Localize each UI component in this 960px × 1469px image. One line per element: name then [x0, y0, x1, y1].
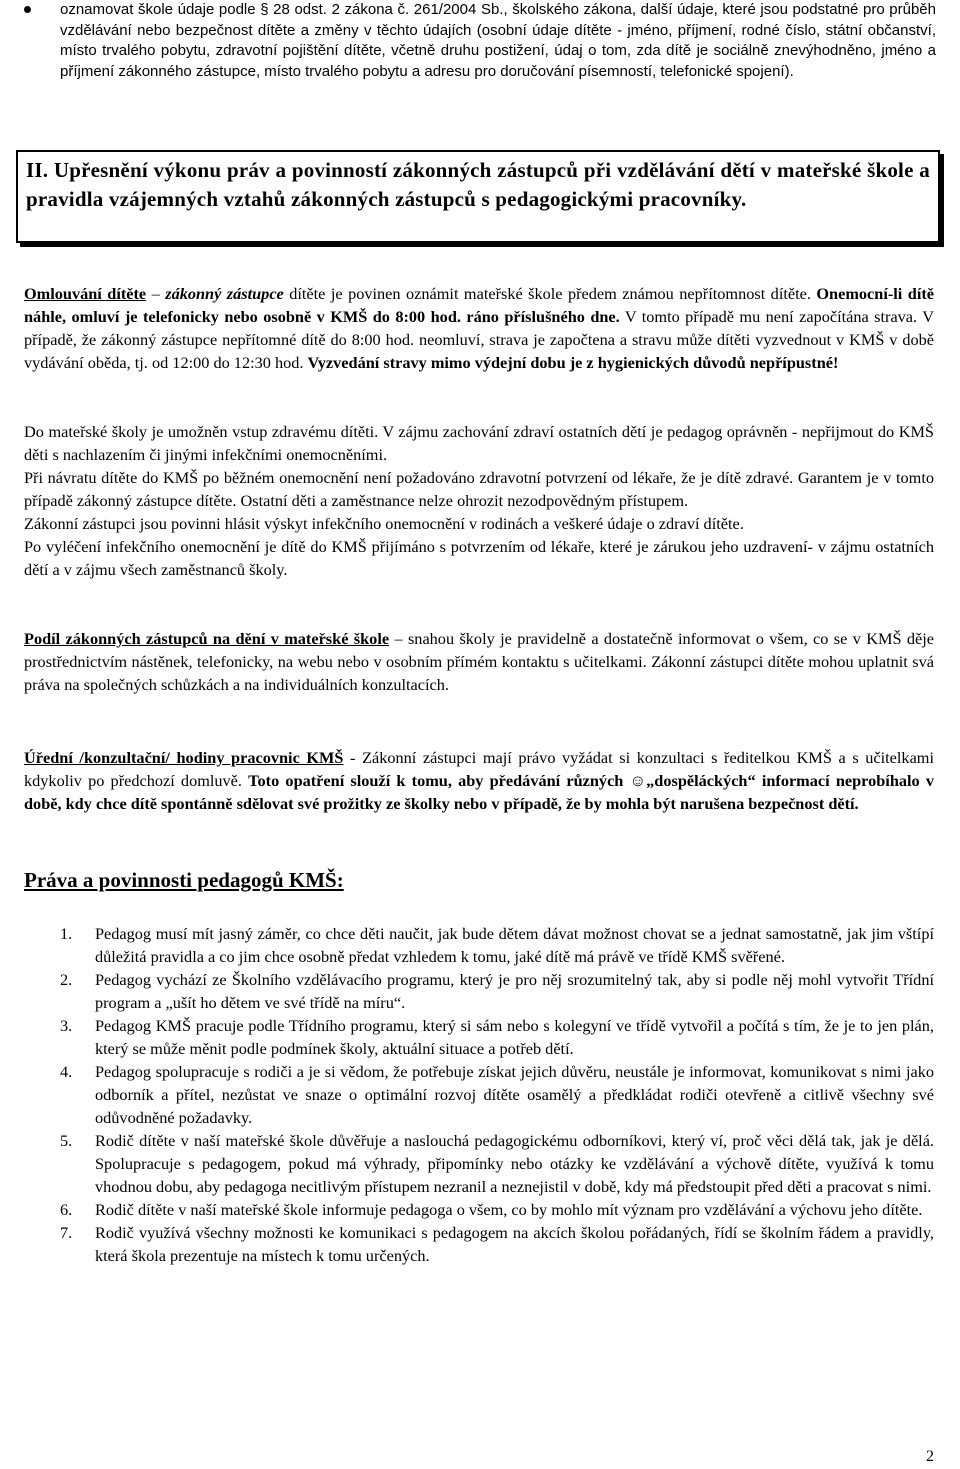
list-item	[60, 968, 934, 1014]
list-item-number: 2.	[60, 970, 73, 989]
health-paragraph-1: Do mateřské školy je umožněn vstup zdravému dítěti. V zájmu zachování zdraví ostatních dětí je pedagog oprávněn - nepřijmout do KMŠ děti s nachlazením či jinými infekčními onemocněními.	[24, 422, 934, 464]
health-section	[24, 420, 934, 581]
bullet-text: oznamovat škole údaje podle § 28 odst. 2 zákona č. 261/2004 Sb., školského zákona, další údaje, které jsou podstatné pro průběh vzdělávání nebo bezpečnost dítěte a změny v těchto údajích (osobní údaje dítěte - jméno, příjmení, rodné číslo, státní občanství, místo trvalého pobytu, zdravotní pojištění dítěte, včetně druhu postižení, údaj o tom, zda dítě je sociálně znevýhodněno, jméno a příjmení zákonného zástupce, místo trvalého pobytu a adresu pro doručování písemností, telefonické spojení).	[60, 1, 936, 80]
list-item	[60, 1014, 934, 1060]
section-title-box	[16, 150, 940, 243]
list-item	[60, 1221, 934, 1267]
omlouvani-paragraph: Omlouvání dítěte – zákonný zástupce dítěte je povinen oznámit mateřské škole předem známou nepřítomnost dítěte. Onemocní-li dítě náhle, omluví je telefonicky nebo osobně v KMŠ do 8:00 hod. ráno příslušného dne. V tomto případě mu není započítána strava. V případě, že zákonný zástupce nepřítomné dítě do 8:00 hod. neomluví, strava je započtena a stravu může dítěti vyzvednout v KMŠ v době vydávání oběda, tj. od 12:00 do 12:30 hod. Vyzvedání stravy mimo výdejní dobu je z hygienických důvodů nepřípustné!	[24, 284, 935, 372]
list-item-number: 1.	[60, 924, 73, 943]
list-item-text: Pedagog vychází ze Školního vzdělávacího programu, který je pro něj srozumitelný tak, aby si podle něj mohl vytvořit Třídní program a „ušít ho dětem ve své třídě na míru“.	[95, 970, 934, 1012]
hodiny-label: Úřední /konzultační/ hodiny pracovnic KMŠ	[24, 748, 344, 767]
list-item	[60, 1198, 934, 1221]
bullet-icon	[24, 6, 31, 13]
bullet-item	[60, 0, 936, 82]
omlouvani-label: Omlouvání dítěte	[24, 284, 147, 303]
section-title: II. Upřesnění výkonu práv a povinností zákonných zástupců při vzdělávání dětí v mateřské škole a pravidla vzájemných vztahů zákonných zástupců s pedagogickými pracovníky.	[26, 158, 930, 211]
health-paragraph-3: Zákonní zástupci jsou povinni hlásit výskyt infekčního onemocnění v rodinách a veškeré údaje o zdraví dítěte.	[24, 514, 744, 533]
health-paragraph-4: Po vyléčení infekčního onemocnění je dítě do KMŠ přijímáno s potvrzením od lékaře, které je zárukou jeho uzdravení- v zájmu ostatních dětí a v zájmu všech zaměstnanců školy.	[24, 537, 934, 579]
podil-paragraph: Podíl zákonných zástupců na dění v mateřské škole – snahou školy je pravidelně a dostatečně informovat o všem, co se v KMŠ děje prostřednictvím nástěnek, telefonicky, na webu nebo v osobním přímém kontaktu s učitelkami. Zákonní zástupci dítěte mohou uplatnit svá práva na společných schůzkách a na individuálních konzultacích.	[24, 629, 934, 694]
list-item-number: 6.	[60, 1200, 73, 1219]
list-item-number: 7.	[60, 1223, 73, 1242]
list-item-text: Rodič dítěte v naší mateřské škole důvěřuje a naslouchá pedagogickému odborníkovi, který ví, proč věci dělá tak, jak je dělá. Spolupracuje s pedagogem, pokud má výhrady, připomínky nebo otázky ke vzdělávání a výchově dítěte, využívá k tomu vhodnou dobu, aby pedagoga necitlivým přístupem nezranil a nezneјistil v době, kdy má předstoupit před děti a pracovat s nimi.	[95, 1131, 934, 1196]
hodiny-paragraph: Úřední /konzultační/ hodiny pracovnic KMŠ - Zákonní zástupci mají právo vyžádat si konzultaci s ředitelkou KMŠ a s učitelkami kdykoliv po předchozí domluvě. Toto opatření slouží k tomu, aby předávání různých ☺„dospěláckých“ informací neprobíhalo v době, kdy chce dítě spontánně sdělovat své prožitky ze školky nebo v případě, že by mohla být narušena bezpečnost dětí.	[24, 748, 935, 813]
podil-label: Podíl zákonných zástupců na dění v mateřské škole	[24, 629, 390, 648]
list-item	[60, 922, 934, 968]
list-item-text: Rodič dítěte v naší mateřské škole informuje pedagoga o všem, co by mohlo mít význam pro vzdělávání a výchovu jeho dítěte.	[95, 1200, 923, 1219]
page-number: 2	[926, 1448, 934, 1465]
list-item-number: 3.	[60, 1016, 73, 1035]
hodiny-bold: Toto opatření slouží k tomu, aby předávání různých ☺„dospěláckých“ informací neprobíhalo v době, kdy chce dítě spontánně sdělovat své prožitky ze školky nebo v případě, že by mohla být narušena bezpečnost dětí.	[24, 771, 935, 813]
list-item-number: 5.	[60, 1131, 73, 1150]
omlouvani-bold-1: Onemocní-li dítě náhle, omluví je telefonicky nebo osobně v KMŠ do 8:00 hod. ráno příslušného dne.	[24, 284, 935, 326]
list-item	[60, 1060, 934, 1129]
list-item-text: Pedagog spolupracuje s rodiči a je si vědom, že potřebuje získat jejich důvěru, neustále je informovat, komunikovat s nimi jako odborník a přítel, nezůstat ve snaze o optimální rozvoj dítěte osamělý a předkládat rodiči otevřeně a citlivě všechny své odůvodněné požadavky.	[95, 1062, 934, 1127]
list-item-number: 4.	[60, 1062, 73, 1081]
rights-list	[60, 922, 934, 1267]
list-item-text: Rodič využívá všechny možnosti ke komunikaci s pedagogem na akcích školou pořádaných, řídí se školním řádem a pravidly, která škola prezentuje na místech k tomu určených.	[95, 1223, 934, 1265]
list-item-text: Pedagog musí mít jasný záměr, co chce děti naučit, jak bude dětem dávat možnost chovat se a jednat samostatně, jak jim vštípí důležitá pravidla a co jim chce osobně předat vzhledem k tomu, jaké dítě má právě ve třídě KMŠ svěřené.	[95, 924, 934, 966]
list-item-text: Pedagog KMŠ pracuje podle Třídního programu, který si sám nebo s kolegyní ve třídě vytvořil a počítá s tím, že je to jen plán, který se může měnit podle podmínek školy, aktuální situace a potřeb dětí.	[95, 1016, 934, 1058]
list-item	[60, 1129, 934, 1198]
omlouvani-subject: zákonný zástupce	[165, 284, 284, 303]
section-heading: Práva a povinnosti pedagogů KMŠ:	[24, 868, 344, 892]
omlouvani-bold-2: Vyzvedání stravy mimo výdejní dobu je z hygienických důvodů nepřípustné!	[307, 353, 839, 372]
health-paragraph-2: Při návratu dítěte do KMŠ po běžném onemocnění není požadováno zdravotní potvrzení od lékaře, že je dítě zdravé. Garantem je v tomto případě zákonný zástupce dítěte. Ostatní děti a zaměstnance nelze ohrozit nezodpovědným přístupem.	[24, 468, 934, 510]
